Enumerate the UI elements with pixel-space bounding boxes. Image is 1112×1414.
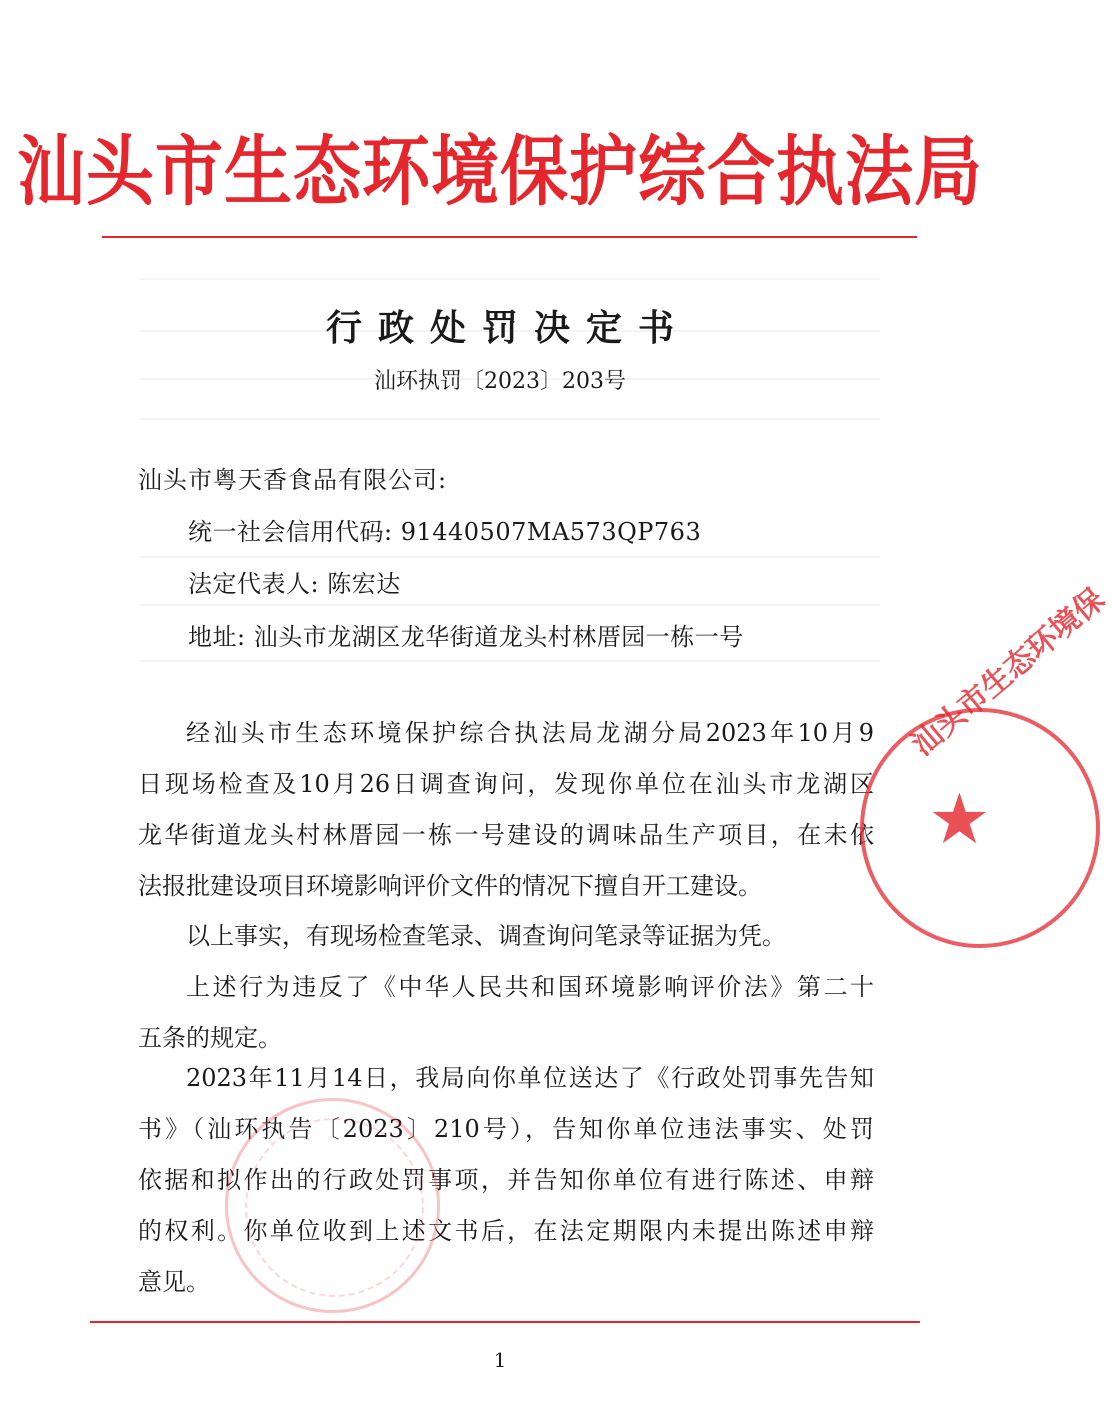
paragraph-line: 的权利。你单位收到上述文书后，在法定期限内未提出陈述申辩 (138, 1217, 874, 1245)
paragraph-line: 五条的规定。 (138, 1024, 282, 1052)
page-number: 1 (493, 1348, 507, 1372)
paragraph-line: 法报批建设项目环境影响评价文件的情况下擅自开工建设。 (138, 872, 762, 900)
paragraph-line: 以上事实，有现场检查笔录、调查询问笔录等证据为凭。 (186, 922, 786, 950)
seal-text: 汕头市生态环境保 (905, 581, 1112, 763)
document-title: 行政处罚决定书 (325, 307, 690, 349)
header-divider (102, 236, 917, 238)
bleed-through-line (140, 604, 880, 606)
recipient-address: 地址: 汕头市龙湖区龙华街道龙头村林厝园一栋一号 (188, 623, 744, 651)
recipient-name: 汕头市粤天香食品有限公司: (138, 466, 448, 494)
paragraph-line: 上述行为违反了《中华人民共和国环境影响评价法》第二十 (186, 973, 874, 1001)
document-number: 汕环执罚〔2023〕203号 (374, 369, 626, 394)
seal-star-icon: ★ (928, 778, 991, 860)
bleed-through-line (140, 418, 880, 420)
agency-header: 汕头市生态环境保护综合执法局 (16, 127, 983, 217)
paragraph-line: 龙华街道龙头村林厝园一栋一号建设的调味品生产项目，在未依 (138, 821, 874, 849)
paragraph-line: 日现场检查及10月26日调查询问，发现你单位在汕头市龙湖区 (138, 770, 874, 798)
bleed-through-line (140, 556, 880, 558)
paragraph-findings (138, 708, 874, 912)
paragraph-line: 意见。 (138, 1268, 210, 1296)
legal-representative: 法定代表人: 陈宏达 (188, 570, 401, 598)
paragraph-line: 书》（汕环执告〔2023〕210号），告知你单位违法事实、处罚 (138, 1115, 874, 1143)
paragraph-evidence (138, 911, 874, 962)
credit-code: 统一社会信用代码: 91440507MA573QP763 (188, 518, 702, 546)
paragraph-line: 依据和拟作出的行政处罚事项，并告知你单位有进行陈述、申辩 (138, 1166, 874, 1194)
bleed-through-line (140, 278, 880, 280)
paragraph-line: 经汕头市生态环境保护综合执法局龙湖分局2023年10月9 (186, 719, 874, 747)
paragraph-violation (138, 962, 874, 1064)
paragraph-line: 2023年11月14日，我局向你单位送达了《行政处罚事先告知 (186, 1064, 874, 1092)
faint-seal-inner-ring (245, 1118, 424, 1297)
footer-divider (90, 1321, 920, 1323)
bleed-through-line (140, 660, 880, 662)
